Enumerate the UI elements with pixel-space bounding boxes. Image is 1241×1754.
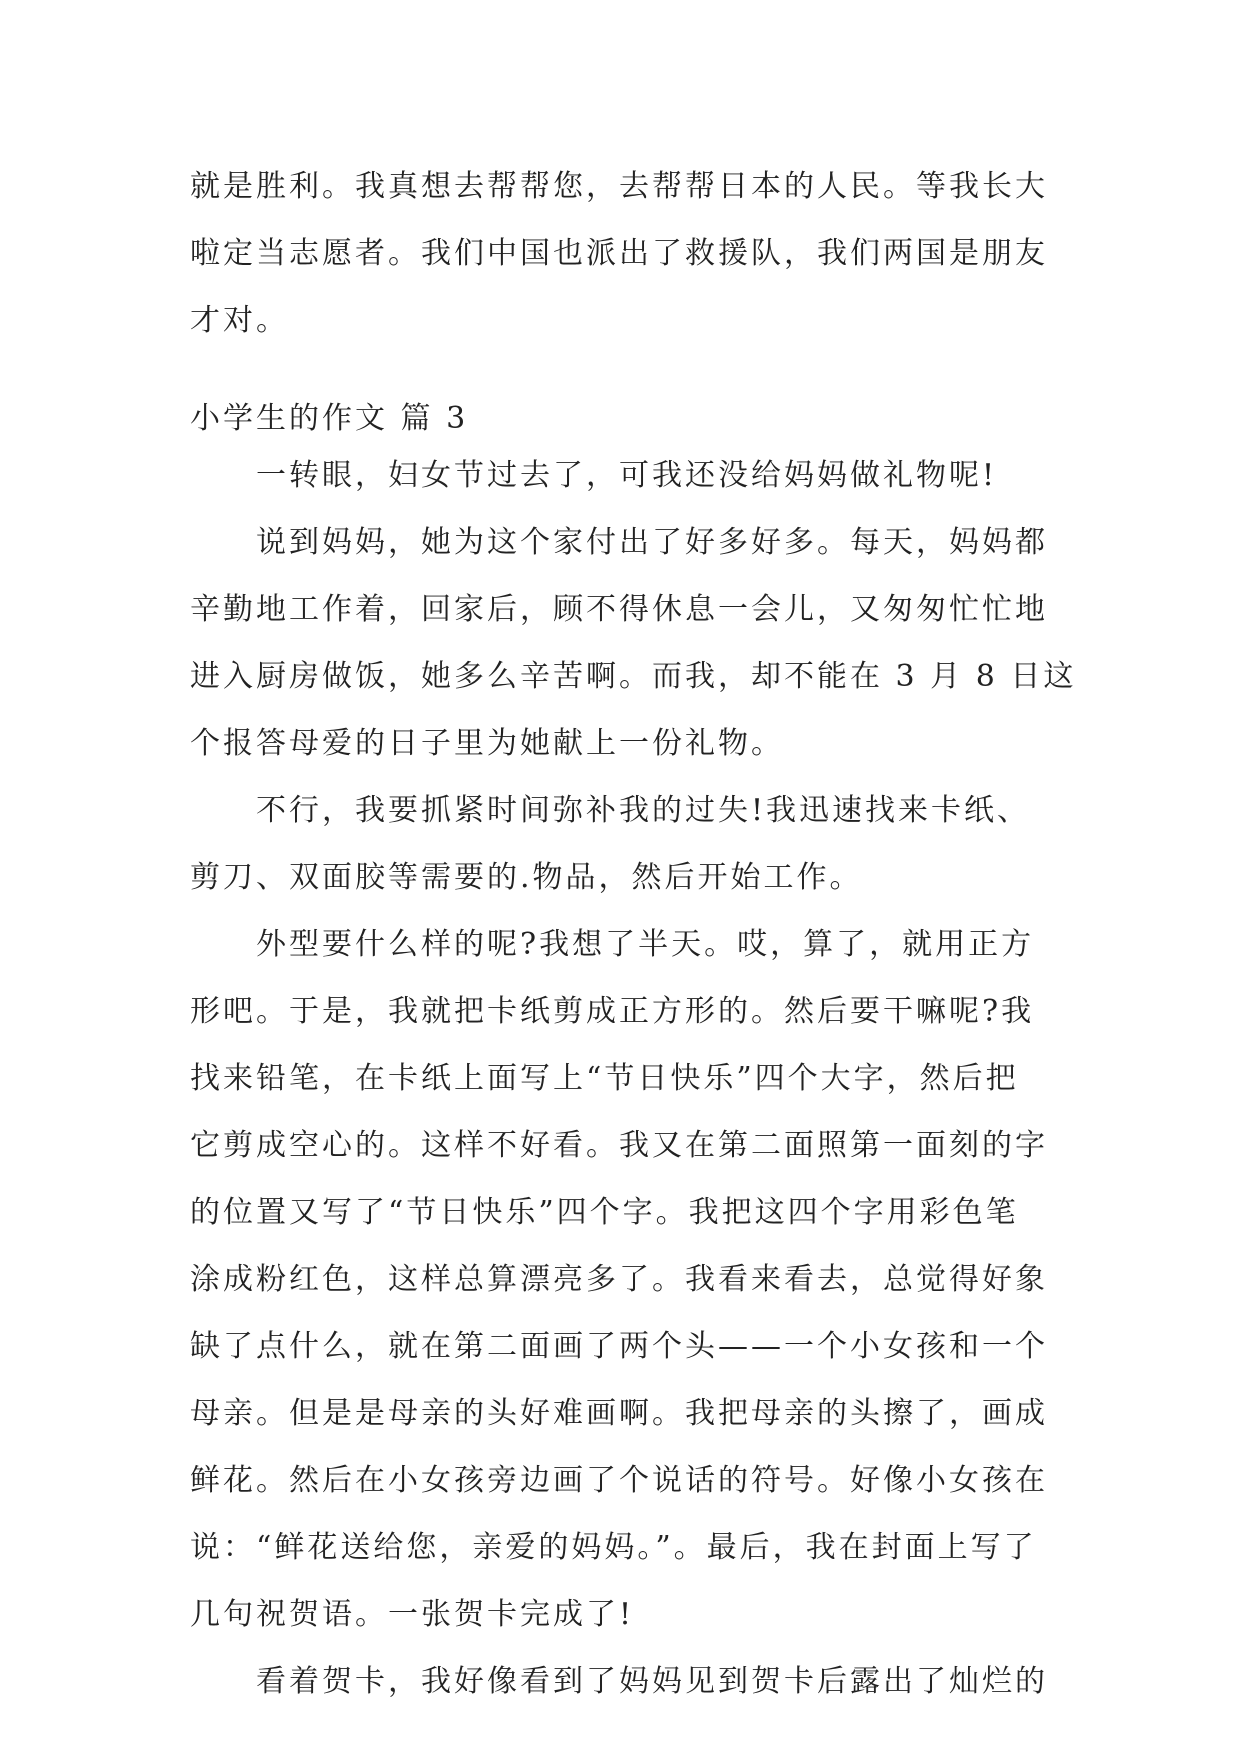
paragraph-first-line: 外型要什么样的呢?我想了半天。哎，算了，就用正方	[256, 927, 1035, 962]
text-line: 辛勤地工作着，回家后，顾不得休息一会儿，又匆匆忙忙地	[190, 592, 1048, 627]
text-line: 缺了点什么，就在第二面画了两个头——一个小女孩和一个	[190, 1329, 1048, 1364]
intro-paragraph	[190, 153, 1060, 354]
paragraph-first-line: 说到妈妈，她为这个家付出了好多好多。每天，妈妈都	[256, 525, 1048, 560]
section-body	[190, 442, 1077, 1715]
text-line: 它剪成空心的。这样不好看。我又在第二面照第一面刻的字	[190, 1128, 1048, 1163]
text-line: 涂成粉红色，这样总算漂亮多了。我看来看去，总觉得好象	[190, 1262, 1048, 1297]
text-line: 鲜花。然后在小女孩旁边画了个说话的符号。好像小女孩在	[190, 1463, 1048, 1498]
text-line: 进入厨房做饭，她多么辛苦啊。而我，却不能在 3 月 8 日这	[190, 659, 1077, 694]
text-line: 母亲。但是是母亲的头好难画啊。我把母亲的头擦了，画成	[190, 1396, 1048, 1431]
text-line: 才对。	[190, 303, 289, 338]
paragraph-first-line: 不行，我要抓紧时间弥补我的过失!我迅速找来卡纸、	[256, 793, 1031, 828]
text-line: 找来铅笔，在卡纸上面写上“节日快乐”四个大字，然后把	[190, 1061, 1019, 1096]
paragraph-first-line: 一转眼，妇女节过去了，可我还没给妈妈做礼物呢!	[256, 458, 998, 493]
text-line: 啦定当志愿者。我们中国也派出了救援队，我们两国是朋友	[190, 236, 1048, 271]
text-line: 形吧。于是，我就把卡纸剪成正方形的。然后要干嘛呢?我	[190, 994, 1035, 1029]
text-line: 剪刀、双面胶等需要的.物品，然后开始工作。	[190, 860, 863, 895]
section-title: 小学生的作文 篇 3	[190, 401, 469, 436]
text-line: 的位置又写了“节日快乐”四个字。我把这四个字用彩色笔	[190, 1195, 1019, 1230]
paragraph-first-line: 看着贺卡，我好像看到了妈妈见到贺卡后露出了灿烂的	[256, 1664, 1048, 1699]
text-line: 就是胜利。我真想去帮帮您，去帮帮日本的人民。等我长大	[190, 169, 1048, 204]
text-line: 说：“鲜花送给您，亲爱的妈妈。”。最后，我在封面上写了	[190, 1530, 1037, 1565]
text-line: 几句祝贺语。一张贺卡完成了!	[190, 1597, 635, 1632]
text-line: 个报答母爱的日子里为她献上一份礼物。	[190, 726, 784, 761]
